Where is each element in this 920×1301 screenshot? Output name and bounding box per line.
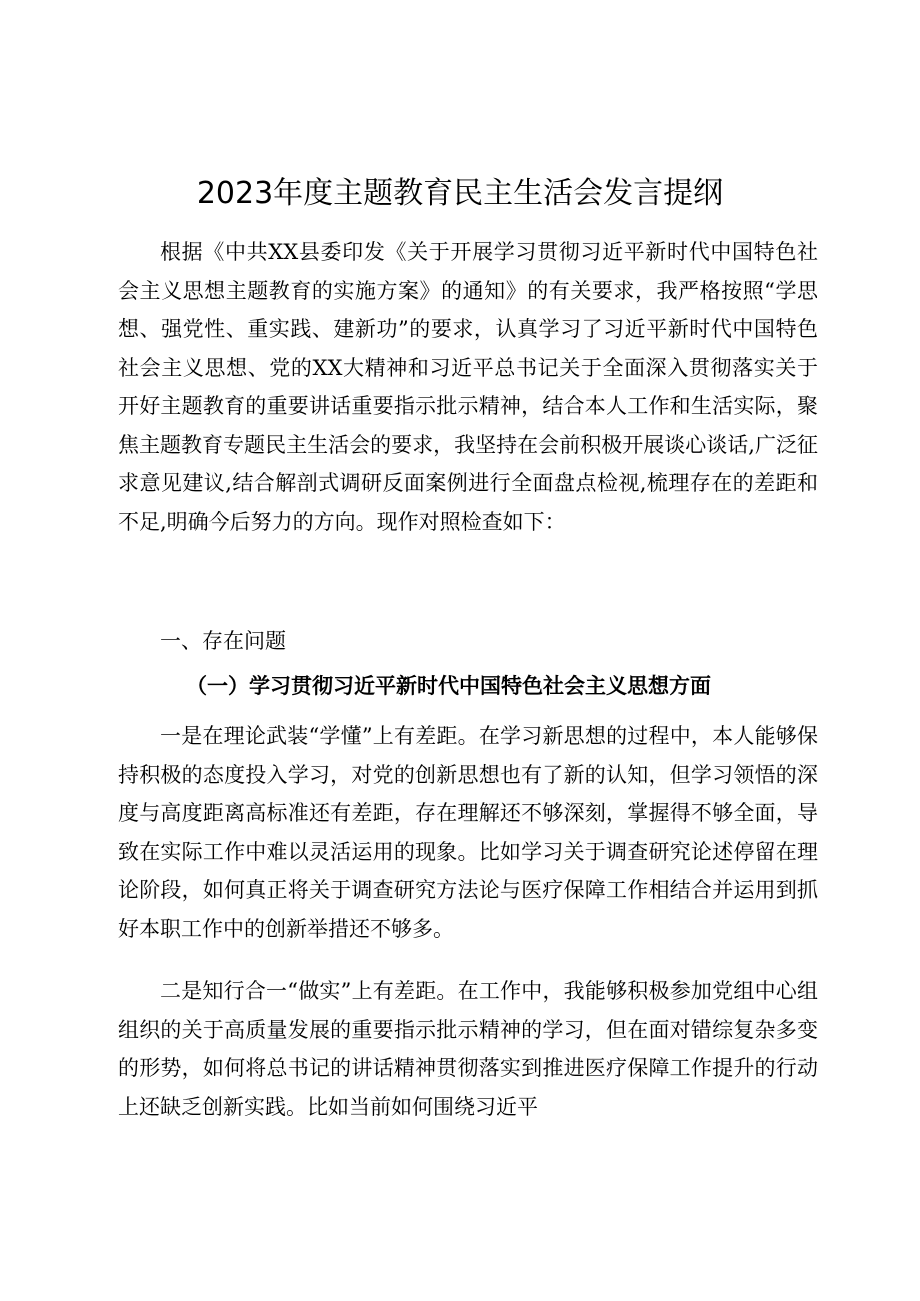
document-title: 2023年度主题教育民主生活会发言提纲 (196, 176, 724, 211)
intro-paragraph: 根据《中共XX县委印发《关于开展学习贯彻习近平新时代中国特色社会主义思想主题教育的实施方案》的通知》的有关要求，我严格按照“学思想、强党性、重实践、建新功”的要求，认真学习了习近平新时代中国特色社会主义思想、党的XX大精神和习近平总书记关于全面深入贯彻落实关于开好主题教育的重要讲话重要指示批示精神，结合本人工作和生活实际，聚焦主题教育专题民主生活会的要求，我坚持在会前积极开展谈心谈话,广泛征求意见建议,结合解剖式调研反面案例进行全面盘点检视,梳理存在的差距和不足,明确今后努力的方向。现作对照检查如下： (118, 240, 818, 534)
subsection-heading: （一）学习贯彻习近平新时代中国特色社会主义思想方面 (186, 673, 711, 698)
section-heading: 一、存在问题 (160, 629, 286, 653)
point-one-paragraph: 一是在理论武装“学懂”上有差距。在学习新思想的过程中，本人能够保持积极的态度投入学习，对党的创新思想也有了新的认知，但学习领悟的深度与高度距离高标准还有差距，存在理解还不够深刻，掌握得不够全面，导致在实际工作中难以灵活运用的现象。比如学习关于调查研究论述停留在理论阶段，如何真正将关于调查研究方法论与医疗保障工作相结合并运用到抓好本职工作中的创新举措还不够多。 (118, 724, 818, 941)
point-two-paragraph: 二是知行合一“做实”上有差距。在工作中，我能够积极参加党组中心组组织的关于高质量发展的重要指示批示精神的学习，但在面对错综复杂多变的形势，如何将总书记的讲话精神贯彻落实到推进医疗保障工作提升的行动上还缺乏创新实践。比如当前如何围绕习近平 (118, 979, 818, 1119)
